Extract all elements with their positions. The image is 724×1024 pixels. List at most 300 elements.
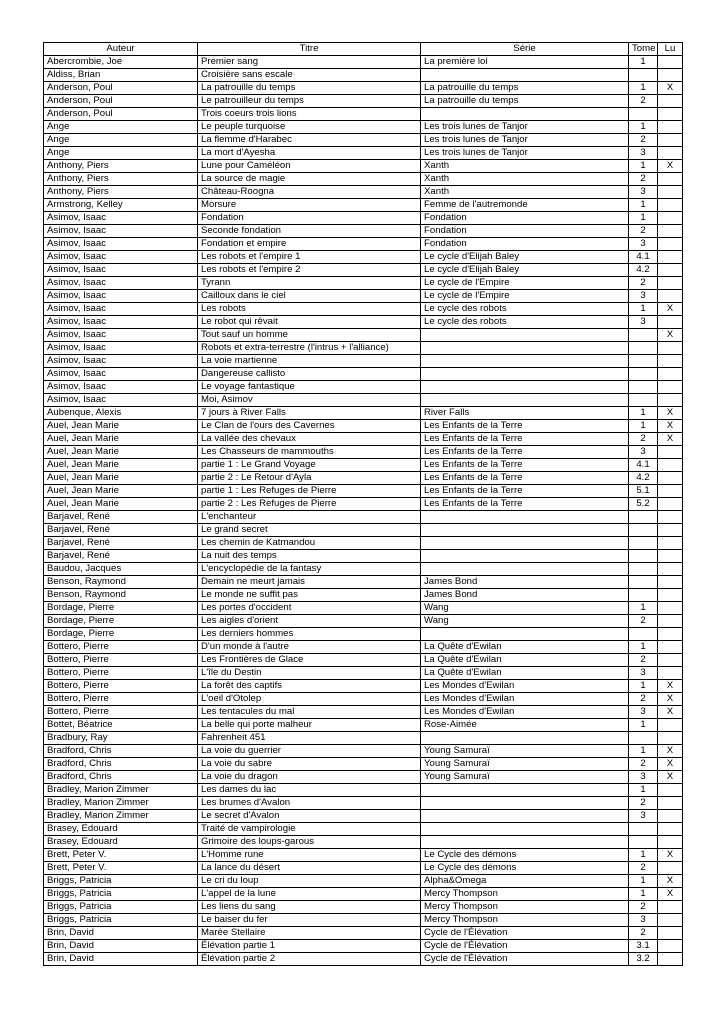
table-row [44,277,683,290]
cell-serie: Young Samuraï [421,771,629,784]
cell-lu [658,199,683,212]
cell-titre: Les aigles d'orient [198,615,421,628]
cell-auteur: Bradbury, Ray [44,732,198,745]
cell-serie: Les Enfants de la Terre [421,446,629,459]
cell-titre: Élévation partie 1 [198,940,421,953]
cell-titre: Premier sang [198,56,421,69]
table-row [44,732,683,745]
table-row [44,433,683,446]
cell-titre: La forêt des captifs [198,680,421,693]
cell-tome: 1 [629,719,658,732]
table-row [44,459,683,472]
cell-lu [658,485,683,498]
cell-serie: Wang [421,602,629,615]
cell-auteur: Auel, Jean Marie [44,498,198,511]
table-row [44,95,683,108]
cell-serie: Les Mondes d'Ewilan [421,706,629,719]
cell-auteur: Asimov, Isaac [44,264,198,277]
cell-tome: 4.2 [629,472,658,485]
cell-serie: Les trois lunes de Tanjor [421,134,629,147]
cell-serie: Fondation [421,238,629,251]
cell-lu: X [658,693,683,706]
cell-titre: Morsure [198,199,421,212]
cell-lu [658,355,683,368]
table-row [44,823,683,836]
table-row [44,316,683,329]
table-row [44,56,683,69]
table-row [44,680,683,693]
cell-serie: Xanth [421,173,629,186]
cell-tome [629,836,658,849]
cell-tome: 3 [629,914,658,927]
cell-lu [658,108,683,121]
cell-serie: Cycle de l'Élévation [421,927,629,940]
table-row [44,264,683,277]
cell-auteur: Bradford, Chris [44,771,198,784]
cell-lu: X [658,82,683,95]
cell-auteur: Bradford, Chris [44,758,198,771]
cell-titre: La voie du sabre [198,758,421,771]
cell-serie: Rose-Aimée [421,719,629,732]
cell-lu [658,459,683,472]
cell-titre: La mort d'Ayesha [198,147,421,160]
cell-serie: Le Cycle des démons [421,862,629,875]
cell-lu [658,524,683,537]
cell-tome: 1 [629,407,658,420]
cell-tome: 1 [629,888,658,901]
cell-tome: 5.1 [629,485,658,498]
cell-titre: L'appel de la lune [198,888,421,901]
cell-titre: partie 2 : Le Retour d'Ayla [198,472,421,485]
cell-titre: La nuit des temps [198,550,421,563]
cell-serie [421,823,629,836]
cell-lu [658,186,683,199]
cell-serie: River Falls [421,407,629,420]
cell-lu [658,550,683,563]
cell-lu [658,576,683,589]
cell-lu [658,719,683,732]
cell-auteur: Auel, Jean Marie [44,485,198,498]
cell-auteur: Auel, Jean Marie [44,420,198,433]
cell-titre: Les dames du lac [198,784,421,797]
cell-lu [658,732,683,745]
header-row [44,43,683,56]
cell-tome [629,69,658,82]
cell-titre: Lune pour Caméléon [198,160,421,173]
cell-auteur: Bottero, Pierre [44,680,198,693]
cell-lu [658,368,683,381]
cell-auteur: Asimov, Isaac [44,290,198,303]
cell-auteur: Asimov, Isaac [44,303,198,316]
cell-titre: L'oeil d'Otolep [198,693,421,706]
cell-auteur: Briggs, Patricia [44,901,198,914]
cell-auteur: Bradford, Chris [44,745,198,758]
cell-serie [421,329,629,342]
cell-tome [629,511,658,524]
table-row [44,290,683,303]
cell-lu: X [658,771,683,784]
cell-tome [629,628,658,641]
cell-serie: La Quête d'Ewilan [421,667,629,680]
cell-auteur: Anthony, Piers [44,186,198,199]
header-lu: Lu [658,43,683,56]
cell-auteur: Bottero, Pierre [44,654,198,667]
cell-tome [629,524,658,537]
cell-serie: Fondation [421,225,629,238]
cell-serie [421,550,629,563]
cell-auteur: Armstrong, Kelley [44,199,198,212]
cell-serie [421,628,629,641]
cell-auteur: Anderson, Poul [44,95,198,108]
cell-titre: Fondation [198,212,421,225]
cell-auteur: Brasey, Edouard [44,836,198,849]
cell-tome [629,550,658,563]
cell-lu: X [658,680,683,693]
table-row [44,498,683,511]
cell-titre: partie 2 : Les Refuges de Pierre [198,498,421,511]
cell-titre: Fahrenheit 451 [198,732,421,745]
cell-serie: Le cycle de l'Empire [421,277,629,290]
cell-serie: Le cycle de l'Empire [421,290,629,303]
cell-auteur: Bottet, Béatrice [44,719,198,732]
cell-tome [629,589,658,602]
cell-auteur: Bottero, Pierre [44,641,198,654]
cell-auteur: Auel, Jean Marie [44,446,198,459]
cell-titre: Tout sauf un homme [198,329,421,342]
cell-serie: La Quête d'Ewilan [421,641,629,654]
cell-titre: Le cri du loup [198,875,421,888]
cell-auteur: Auel, Jean Marie [44,433,198,446]
cell-titre: Les Chasseurs de mammouths [198,446,421,459]
cell-tome [629,368,658,381]
cell-auteur: Barjavel, René [44,550,198,563]
cell-titre: La flemme d'Harabec [198,134,421,147]
table-body [44,56,683,966]
cell-serie: La première loi [421,56,629,69]
cell-serie [421,537,629,550]
table-row [44,719,683,732]
cell-lu [658,901,683,914]
cell-tome: 3 [629,290,658,303]
cell-auteur: Bradley, Marion Zimmer [44,784,198,797]
cell-titre: Les portes d'occident [198,602,421,615]
table-row [44,537,683,550]
cell-auteur: Ange [44,134,198,147]
cell-auteur: Asimov, Isaac [44,394,198,407]
cell-tome: 3 [629,147,658,160]
table-row [44,810,683,823]
header-auteur: Auteur [44,43,198,56]
cell-serie: Le cycle d'Elijah Baley [421,251,629,264]
cell-auteur: Briggs, Patricia [44,875,198,888]
cell-auteur: Asimov, Isaac [44,342,198,355]
cell-titre: Élévation partie 2 [198,953,421,966]
table-row [44,485,683,498]
cell-serie [421,355,629,368]
cell-lu [658,277,683,290]
cell-tome [629,108,658,121]
cell-tome: 3.1 [629,940,658,953]
cell-titre: Le voyage fantastique [198,381,421,394]
table-row [44,251,683,264]
cell-titre: Le patrouilleur du temps [198,95,421,108]
cell-auteur: Asimov, Isaac [44,251,198,264]
cell-auteur: Auel, Jean Marie [44,459,198,472]
cell-serie: La Quête d'Ewilan [421,654,629,667]
cell-auteur: Abercrombie, Joe [44,56,198,69]
cell-titre: Les derniers hommes [198,628,421,641]
cell-lu [658,173,683,186]
cell-lu [658,56,683,69]
cell-lu [658,498,683,511]
table-row [44,69,683,82]
cell-lu [658,940,683,953]
table-row [44,628,683,641]
cell-lu: X [658,875,683,888]
cell-lu [658,823,683,836]
cell-titre: Les chemin de Katmandou [198,537,421,550]
cell-tome: 2 [629,433,658,446]
table-row [44,524,683,537]
cell-lu [658,264,683,277]
cell-tome: 3.2 [629,953,658,966]
cell-tome: 1 [629,82,658,95]
cell-auteur: Barjavel, René [44,524,198,537]
cell-lu [658,472,683,485]
cell-auteur: Aldiss, Brian [44,69,198,82]
cell-titre: La vallée des chevaux [198,433,421,446]
cell-titre: partie 1 : Les Refuges de Pierre [198,485,421,498]
table-row [44,667,683,680]
book-table [43,42,683,966]
cell-tome: 1 [629,745,658,758]
cell-titre: Le secret d'Avalon [198,810,421,823]
cell-lu: X [658,160,683,173]
cell-tome: 1 [629,641,658,654]
table-row [44,849,683,862]
table-row [44,602,683,615]
table-row [44,693,683,706]
cell-lu [658,342,683,355]
cell-titre: Le Clan de l'ours des Cavernes [198,420,421,433]
cell-tome: 1 [629,680,658,693]
table-row [44,615,683,628]
cell-serie: Xanth [421,186,629,199]
cell-lu [658,69,683,82]
cell-serie: Les Enfants de la Terre [421,498,629,511]
cell-serie [421,69,629,82]
cell-serie: Alpha&Omega [421,875,629,888]
cell-auteur: Auel, Jean Marie [44,472,198,485]
cell-titre: Marée Stellaire [198,927,421,940]
cell-titre: L'enchanteur [198,511,421,524]
cell-tome: 2 [629,758,658,771]
cell-lu [658,381,683,394]
cell-tome: 3 [629,186,658,199]
table-row [44,745,683,758]
cell-titre: La voie du guerrier [198,745,421,758]
cell-lu [658,797,683,810]
table-row [44,914,683,927]
cell-tome [629,823,658,836]
cell-lu [658,589,683,602]
cell-auteur: Asimov, Isaac [44,316,198,329]
cell-lu [658,394,683,407]
cell-serie [421,810,629,823]
cell-serie: Cycle de l'Élévation [421,953,629,966]
cell-auteur: Brin, David [44,940,198,953]
cell-titre: Fondation et empire [198,238,421,251]
cell-auteur: Asimov, Isaac [44,329,198,342]
table-row [44,550,683,563]
cell-auteur: Ange [44,121,198,134]
cell-auteur: Brasey, Edouard [44,823,198,836]
cell-lu: X [658,407,683,420]
cell-serie [421,797,629,810]
cell-titre: Le robot qui rêvait [198,316,421,329]
table-row [44,134,683,147]
cell-lu [658,628,683,641]
table-row [44,147,683,160]
cell-titre: La lance du désert [198,862,421,875]
cell-auteur: Bottero, Pierre [44,693,198,706]
cell-serie [421,563,629,576]
table-row [44,212,683,225]
table-row [44,160,683,173]
table-row [44,121,683,134]
cell-titre: Le baiser du fer [198,914,421,927]
cell-tome: 1 [629,56,658,69]
cell-auteur: Barjavel, René [44,511,198,524]
cell-tome: 4.2 [629,264,658,277]
cell-lu [658,290,683,303]
cell-titre: L'encyclopédie de la fantasy [198,563,421,576]
table-row [44,797,683,810]
table-row [44,329,683,342]
cell-serie: James Bond [421,576,629,589]
cell-tome: 2 [629,862,658,875]
cell-tome: 4.1 [629,459,658,472]
cell-auteur: Bradley, Marion Zimmer [44,810,198,823]
cell-tome: 1 [629,849,658,862]
cell-serie: Mercy Thompson [421,914,629,927]
table-row [44,654,683,667]
cell-auteur: Briggs, Patricia [44,888,198,901]
cell-titre: Trois coeurs trois lions [198,108,421,121]
cell-serie: Le Cycle des démons [421,849,629,862]
cell-tome: 3 [629,706,658,719]
cell-auteur: Bradley, Marion Zimmer [44,797,198,810]
cell-tome: 1 [629,212,658,225]
cell-serie [421,394,629,407]
cell-auteur: Bordage, Pierre [44,628,198,641]
cell-serie: Le cycle des robots [421,316,629,329]
cell-serie: Les Enfants de la Terre [421,485,629,498]
cell-titre: Les tentacules du mal [198,706,421,719]
table-row [44,784,683,797]
cell-titre: Les robots et l'empire 1 [198,251,421,264]
cell-tome: 3 [629,238,658,251]
cell-serie: Les Enfants de la Terre [421,472,629,485]
table-row [44,771,683,784]
cell-titre: Tyrann [198,277,421,290]
cell-lu [658,602,683,615]
cell-auteur: Ange [44,147,198,160]
cell-tome [629,355,658,368]
cell-serie: Les Enfants de la Terre [421,433,629,446]
cell-lu [658,238,683,251]
cell-titre: Dangereuse callisto [198,368,421,381]
cell-auteur: Briggs, Patricia [44,914,198,927]
cell-auteur: Asimov, Isaac [44,225,198,238]
cell-serie: Wang [421,615,629,628]
cell-tome: 1 [629,160,658,173]
cell-titre: Seconde fondation [198,225,421,238]
table-row [44,862,683,875]
cell-lu: X [658,329,683,342]
cell-titre: Les liens du sang [198,901,421,914]
cell-auteur: Anderson, Poul [44,82,198,95]
table-row [44,836,683,849]
cell-auteur: Asimov, Isaac [44,368,198,381]
cell-titre: D'un monde à l'autre [198,641,421,654]
cell-auteur: Aubenque, Alexis [44,407,198,420]
cell-serie: Young Samuraï [421,745,629,758]
cell-serie [421,368,629,381]
table-row [44,238,683,251]
cell-lu [658,654,683,667]
cell-serie [421,784,629,797]
cell-serie: Les trois lunes de Tanjor [421,121,629,134]
cell-serie: La patrouille du temps [421,82,629,95]
cell-serie: Mercy Thompson [421,901,629,914]
table-row [44,576,683,589]
table-row [44,875,683,888]
cell-tome [629,342,658,355]
cell-auteur: Brett, Peter V. [44,862,198,875]
table-row [44,82,683,95]
cell-serie [421,511,629,524]
cell-tome: 1 [629,784,658,797]
cell-auteur: Anthony, Piers [44,173,198,186]
cell-lu [658,511,683,524]
cell-tome [629,563,658,576]
table-row [44,173,683,186]
cell-tome: 2 [629,654,658,667]
table-row [44,355,683,368]
cell-titre: Château-Roogna [198,186,421,199]
cell-titre: La voie martienne [198,355,421,368]
cell-titre: Moi, Asimov [198,394,421,407]
cell-titre: La belle qui porte malheur [198,719,421,732]
cell-titre: Le grand secret [198,524,421,537]
cell-auteur: Asimov, Isaac [44,355,198,368]
table-row [44,381,683,394]
cell-titre: Croisière sans escale [198,69,421,82]
cell-tome: 5.2 [629,498,658,511]
cell-serie: Les Mondes d'Ewilan [421,693,629,706]
table-row [44,186,683,199]
cell-lu: X [658,303,683,316]
cell-lu [658,563,683,576]
cell-auteur: Asimov, Isaac [44,381,198,394]
table-row [44,199,683,212]
cell-titre: Robots et extra-terrestre (l'intrus + l'alliance) [198,342,421,355]
cell-lu [658,784,683,797]
cell-lu [658,95,683,108]
cell-serie [421,108,629,121]
table-row [44,108,683,121]
